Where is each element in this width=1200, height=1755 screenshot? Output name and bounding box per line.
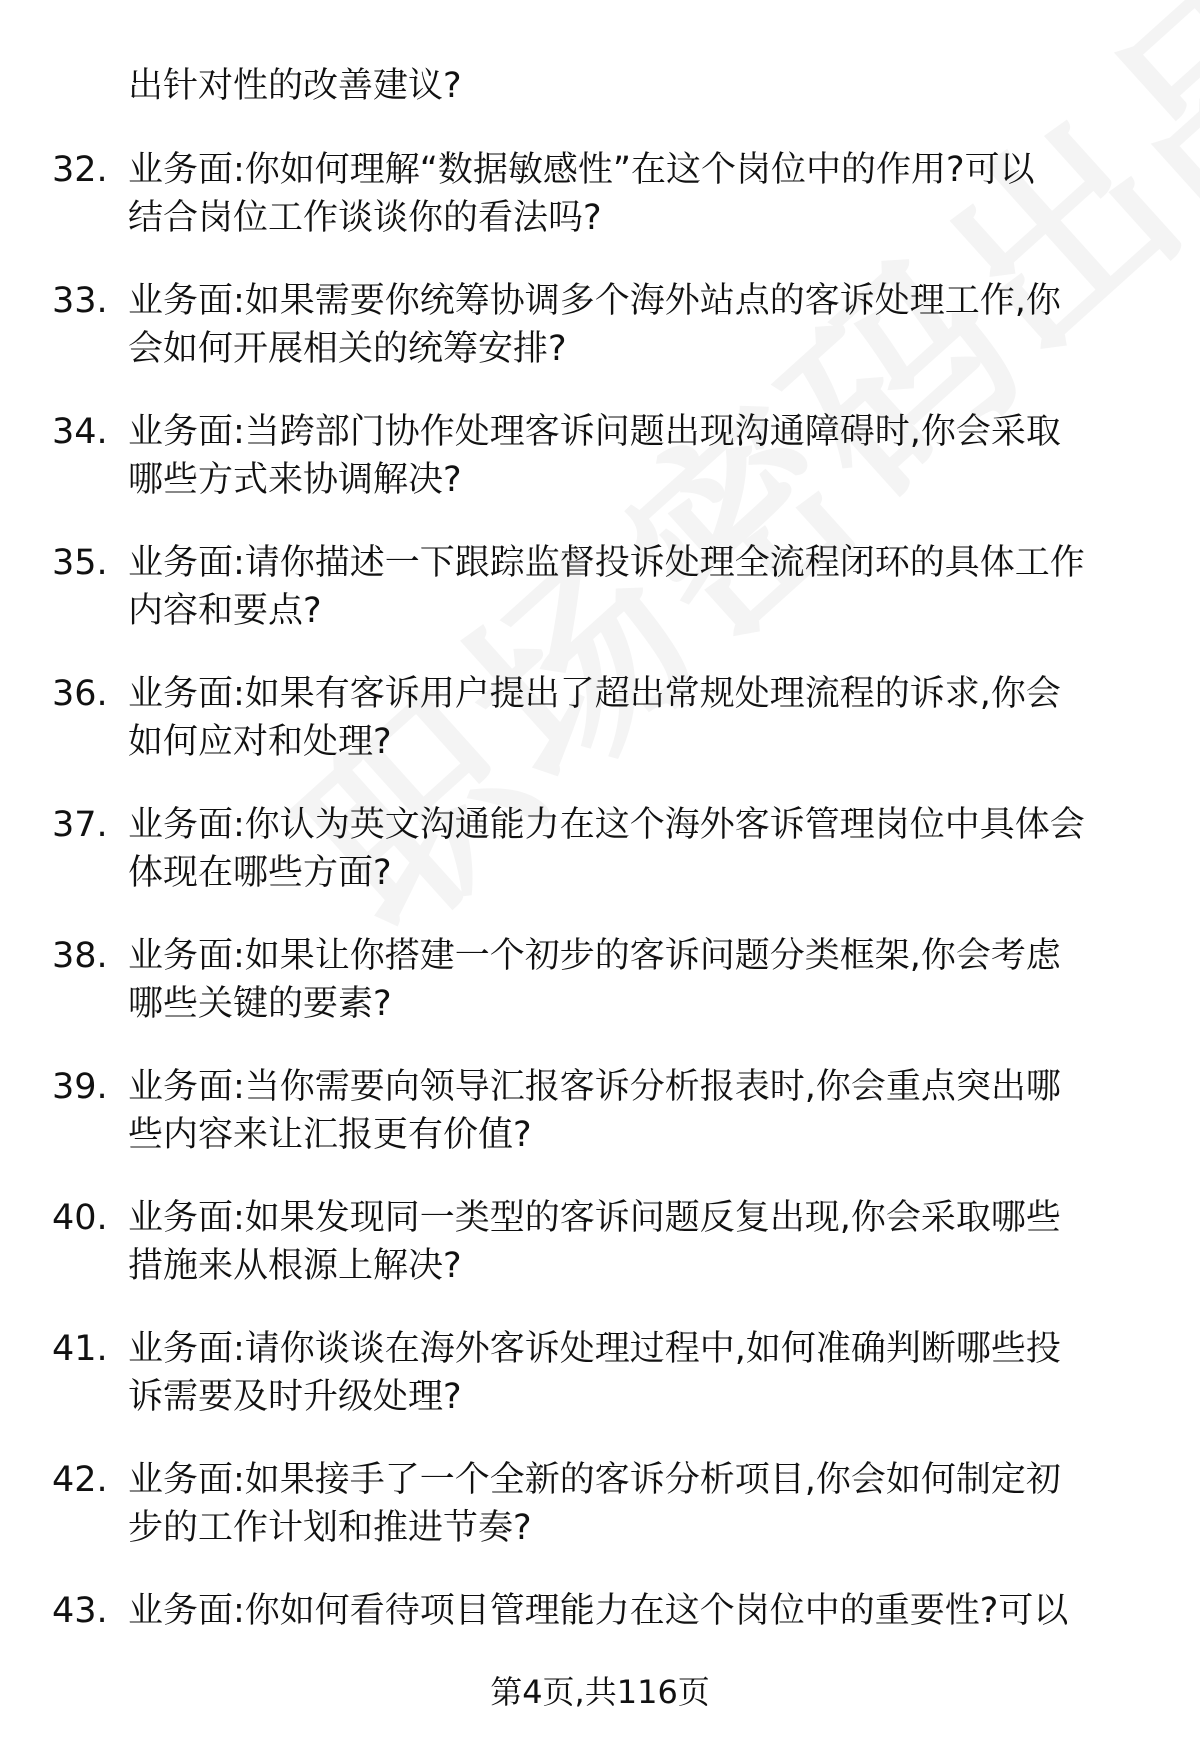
question-list: [52, 146, 1142, 1718]
question-number: 32.: [52, 150, 108, 190]
question-number: 42.: [52, 1460, 108, 1500]
question-number: 41.: [52, 1329, 108, 1369]
question-item: [52, 932, 1142, 1063]
question-text: 业务面:如果接手了一个全新的客诉分析项目,你会如何制定初 步的工作计划和推进节奏?: [128, 1460, 1061, 1548]
question-number: 39.: [52, 1067, 108, 1107]
question-number: 36.: [52, 674, 108, 714]
question-text: 业务面:你如何看待项目管理能力在这个岗位中的重要性?可以: [128, 1591, 1069, 1631]
question-number: 34.: [52, 412, 108, 452]
question-number: 38.: [52, 936, 108, 976]
question-text: 业务面:如果发现同一类型的客诉问题反复出现,你会采取哪些 措施来从根源上解决?: [128, 1198, 1061, 1286]
question-text: 业务面:如果有客诉用户提出了超出常规处理流程的诉求,你会 如何应对和处理?: [128, 674, 1061, 762]
question-text: 业务面:如果让你搭建一个初步的客诉问题分类框架,你会考虑 哪些关键的要素?: [128, 936, 1061, 1024]
question-text: 业务面:请你描述一下跟踪监督投诉处理全流程闭环的具体工作 内容和要点?: [128, 543, 1085, 631]
question-item: [52, 539, 1142, 670]
question-item: [52, 801, 1142, 932]
question-item: [52, 1325, 1142, 1456]
question-item: [52, 1456, 1142, 1587]
question-number: 43.: [52, 1591, 108, 1631]
question-text: 业务面:你认为英文沟通能力在这个海外客诉管理岗位中具体会 体现在哪些方面?: [128, 805, 1085, 893]
question-number: 40.: [52, 1198, 108, 1238]
question-item: [52, 408, 1142, 539]
question-item: [52, 1194, 1142, 1325]
question-text: 业务面:当跨部门协作处理客诉问题出现沟通障碍时,你会采取 哪些方式来协调解决?: [128, 412, 1061, 500]
question-text: 业务面:请你谈谈在海外客诉处理过程中,如何准确判断哪些投 诉需要及时升级处理?: [128, 1329, 1061, 1417]
question-number: 33.: [52, 281, 108, 321]
question-item: [52, 670, 1142, 801]
question-item: [52, 277, 1142, 408]
question-item: [52, 1063, 1142, 1194]
question-text: 业务面:如果需要你统筹协调多个海外站点的客诉处理工作,你 会如何开展相关的统筹安排?: [128, 281, 1061, 369]
question-number: 35.: [52, 543, 108, 583]
question-text: 业务面:当你需要向领导汇报客诉分析报表时,你会重点突出哪 些内容来让汇报更有价值?: [128, 1067, 1061, 1155]
continuation-text: 出针对性的改善建议?: [128, 66, 462, 106]
question-text: 业务面:你如何理解“数据敏感性”在这个岗位中的作用?可以 结合岗位工作谈谈你的看法吗?: [128, 150, 1035, 238]
question-number: 37.: [52, 805, 108, 845]
page-footer: 第4页,共116页: [490, 1673, 710, 1711]
question-item: [52, 146, 1142, 277]
